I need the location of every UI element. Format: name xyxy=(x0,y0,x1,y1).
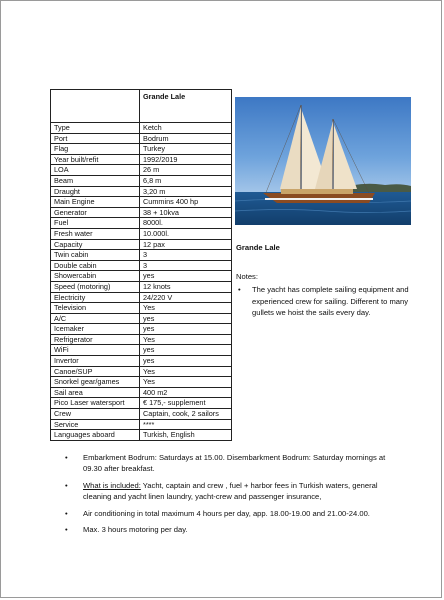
spec-value: yes xyxy=(140,313,232,324)
spec-label: Double cabin xyxy=(51,260,140,271)
table-row xyxy=(51,133,232,144)
spec-label: Refrigerator xyxy=(51,334,140,345)
spec-value: 10.000l. xyxy=(140,228,232,239)
bullet-icon: • xyxy=(65,525,68,535)
spec-label: Service xyxy=(51,419,140,430)
spec-label: Snorkel gear/games xyxy=(51,377,140,388)
spec-label: WiFi xyxy=(51,345,140,356)
spec-value: 1992/2019 xyxy=(140,154,232,165)
spec-value: Ketch xyxy=(140,123,232,134)
spec-label: Icemaker xyxy=(51,324,140,335)
air-conditioning-text: Air conditioning in total maximum 4 hours per day, app. 18.00-19.00 and 21.00-24.00. xyxy=(83,508,370,518)
table-row xyxy=(51,377,232,388)
bullet-icon: • xyxy=(65,480,68,490)
spec-value: yes xyxy=(140,271,232,282)
table-row xyxy=(51,292,232,303)
spec-label: Crew xyxy=(51,409,140,420)
terms-list xyxy=(63,452,395,540)
table-row xyxy=(51,228,232,239)
spec-value: 3,20 m xyxy=(140,186,232,197)
spec-value: 400 m2 xyxy=(140,387,232,398)
spec-label: Draught xyxy=(51,186,140,197)
spec-label: Type xyxy=(51,123,140,134)
spec-label: Capacity xyxy=(51,239,140,250)
spec-label: Fresh water xyxy=(51,228,140,239)
spec-label: Port xyxy=(51,133,140,144)
bullet-icon: • xyxy=(65,453,68,462)
spec-value: yes xyxy=(140,324,232,335)
spec-value: 24/220 V xyxy=(140,292,232,303)
bullet-icon: • xyxy=(65,508,68,518)
table-row xyxy=(51,218,232,229)
table-header-row xyxy=(51,90,232,123)
notes-heading: Notes: xyxy=(236,272,258,281)
spec-label: Sail area xyxy=(51,387,140,398)
table-row xyxy=(51,430,232,441)
spec-label: Generator xyxy=(51,207,140,218)
spec-value: Turkey xyxy=(140,144,232,155)
bullet-icon: • xyxy=(238,285,241,294)
spec-value: **** xyxy=(140,419,232,430)
list-item xyxy=(236,284,422,319)
spec-value: 3 xyxy=(140,260,232,271)
spec-label: Pico Laser watersport xyxy=(51,398,140,409)
table-header-empty-cell xyxy=(51,90,140,123)
spec-value: Captain, cook, 2 sailors xyxy=(140,409,232,420)
list-item xyxy=(63,452,395,475)
sailing-yacht-image xyxy=(235,97,411,225)
spec-value: Yes xyxy=(140,366,232,377)
table-row xyxy=(51,419,232,430)
included-label: What is included: xyxy=(83,480,141,490)
spec-value: 38 + 10kva xyxy=(140,207,232,218)
table-row xyxy=(51,123,232,134)
list-item xyxy=(63,524,395,535)
spec-value: yes xyxy=(140,356,232,367)
spec-value: 6,8 m xyxy=(140,175,232,186)
table-row xyxy=(51,144,232,155)
spec-value: € 175,- supplement xyxy=(140,398,232,409)
list-item xyxy=(63,508,395,519)
spec-label: Twin cabin xyxy=(51,250,140,261)
table-row xyxy=(51,324,232,335)
spec-label: Electricity xyxy=(51,292,140,303)
included-text: Yacht, captain and crew , fuel + harbor fees in Turkish waters, general cleaning and yacht linen laundry, yacht-crew and passenger insurance, xyxy=(83,480,378,502)
spec-value: Yes xyxy=(140,334,232,345)
table-row xyxy=(51,345,232,356)
table-row xyxy=(51,197,232,208)
table-row xyxy=(51,366,232,377)
spec-label: Beam xyxy=(51,175,140,186)
table-row xyxy=(51,334,232,345)
embarkment-text: Embarkment Bodrum: Saturdays at 15.00. Disembarkment Bodrum: Saturday mornings at 09.30 after breakfast. xyxy=(83,453,386,474)
spec-value: 8000l. xyxy=(140,218,232,229)
notes-list xyxy=(236,284,422,319)
notes-item-text: The yacht has complete sailing equipment and experienced crew for sailing. Different to many gullets we hoist the sails every day. xyxy=(252,285,409,318)
table-row xyxy=(51,356,232,367)
spec-value: Yes xyxy=(140,303,232,314)
yacht-photo xyxy=(235,97,411,225)
table-row xyxy=(51,154,232,165)
table-row xyxy=(51,239,232,250)
photo-caption: Grande Lale xyxy=(236,243,280,252)
spec-value: Turkish, English xyxy=(140,430,232,441)
motoring-text: Max. 3 hours motoring per day. xyxy=(83,525,188,535)
spec-value: Bodrum xyxy=(140,133,232,144)
table-row xyxy=(51,271,232,282)
spec-value: 26 m xyxy=(140,165,232,176)
spec-value: 3 xyxy=(140,250,232,261)
spec-value: Yes xyxy=(140,377,232,388)
spec-value: yes xyxy=(140,345,232,356)
spec-label: A/C xyxy=(51,313,140,324)
table-header-yacht-name: Grande Lale xyxy=(140,90,232,123)
spec-value: Cummins 400 hp xyxy=(140,197,232,208)
spec-label: Languages aboard xyxy=(51,430,140,441)
table-row xyxy=(51,260,232,271)
yacht-spec-table xyxy=(50,89,232,441)
spec-label: Main Engine xyxy=(51,197,140,208)
spec-value: 12 pax xyxy=(140,239,232,250)
spec-label: Speed (motoring) xyxy=(51,281,140,292)
table-row xyxy=(51,250,232,261)
table-row xyxy=(51,207,232,218)
spec-label: Television xyxy=(51,303,140,314)
table-row xyxy=(51,281,232,292)
spec-label: Flag xyxy=(51,144,140,155)
spec-value: 12 knots xyxy=(140,281,232,292)
table-row xyxy=(51,387,232,398)
table-row xyxy=(51,303,232,314)
spec-label: Fuel xyxy=(51,218,140,229)
list-item xyxy=(63,480,395,503)
spec-label: Canoe/SUP xyxy=(51,366,140,377)
spec-label: Year built/refit xyxy=(51,154,140,165)
table-row xyxy=(51,175,232,186)
spec-label: Invertor xyxy=(51,356,140,367)
table-row xyxy=(51,409,232,420)
table-row xyxy=(51,186,232,197)
table-row xyxy=(51,313,232,324)
spec-label: LOA xyxy=(51,165,140,176)
table-row xyxy=(51,398,232,409)
spec-label: Showercabin xyxy=(51,271,140,282)
table-row xyxy=(51,165,232,176)
